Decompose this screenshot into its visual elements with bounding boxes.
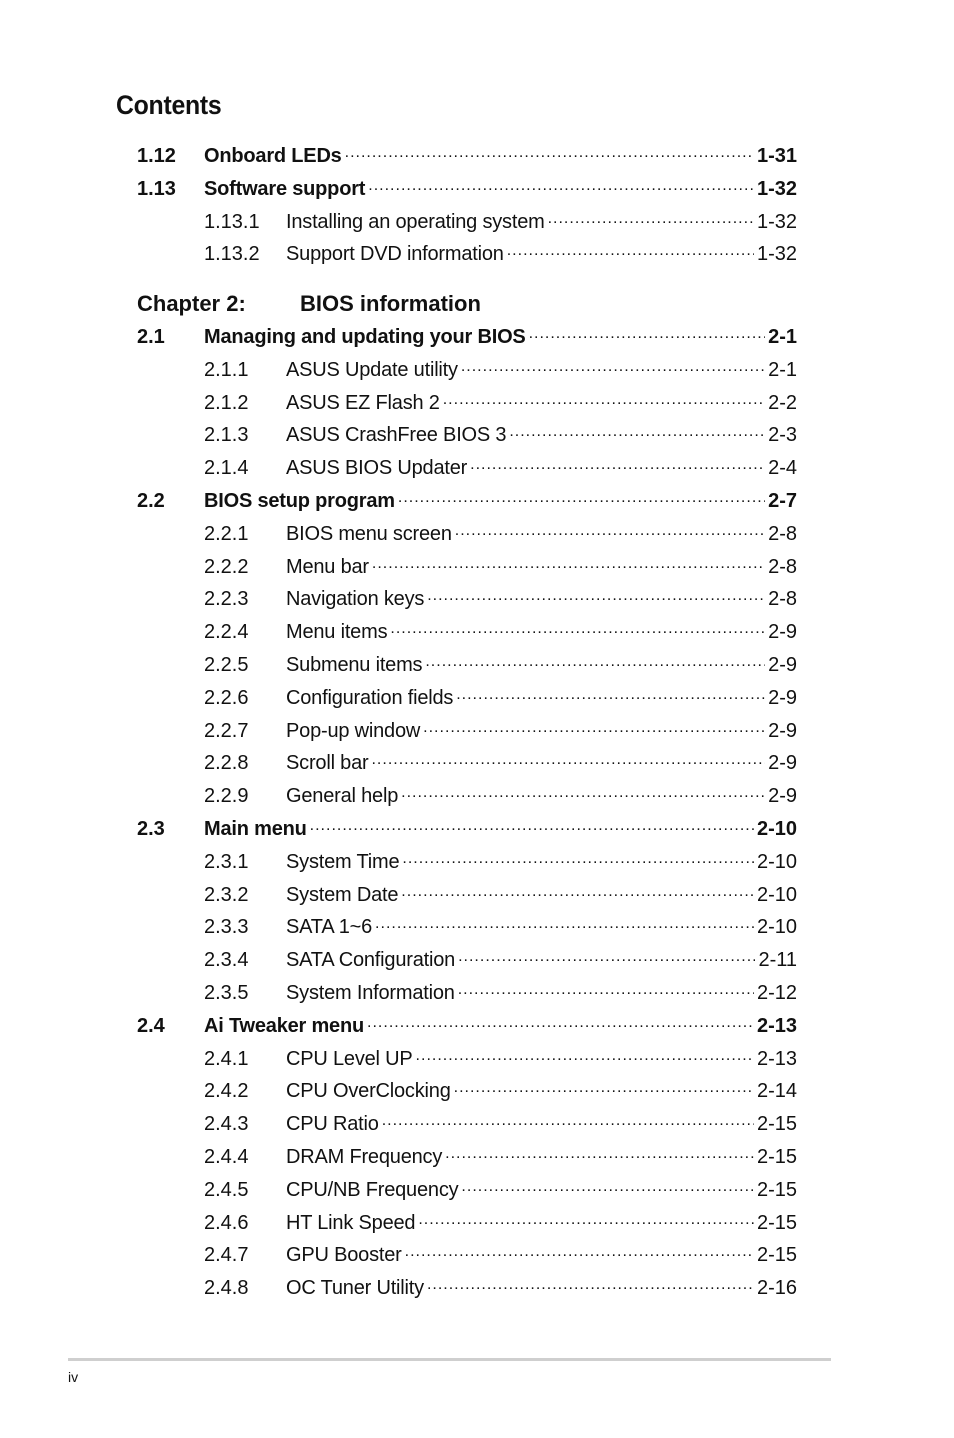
toc-subsection-entry[interactable] xyxy=(137,945,797,975)
toc-entry-title: ASUS EZ Flash 2 xyxy=(286,391,440,414)
toc-entry-number: 2.1.1 xyxy=(204,358,249,381)
toc-entry-page: 2-13 xyxy=(756,1047,797,1070)
toc-subsection-entry[interactable] xyxy=(137,650,797,680)
toc-dot-leader xyxy=(458,979,754,999)
toc-entry-page: 1-32 xyxy=(756,210,797,233)
toc-dot-leader xyxy=(529,323,766,343)
toc-subsection-entry[interactable] xyxy=(137,716,797,746)
toc-subsection-entry[interactable] xyxy=(137,880,797,910)
toc-subsection-entry[interactable] xyxy=(137,355,797,385)
toc-entry-title: Main menu xyxy=(204,818,307,840)
toc-entry-page: 2-9 xyxy=(768,719,797,742)
toc-entry-number: 1.13.1 xyxy=(204,210,260,233)
toc-entry-page: 2-16 xyxy=(756,1277,797,1300)
toc-dot-leader xyxy=(470,454,765,474)
toc-entry-number: 2.4.7 xyxy=(204,1244,249,1267)
toc-entry-number: 2.3.2 xyxy=(204,883,249,906)
toc-subsection-entry[interactable] xyxy=(137,519,797,549)
toc-entry-page: 2-7 xyxy=(768,490,797,512)
toc-entry-title: System Information xyxy=(286,982,455,1004)
toc-subsection-entry[interactable] xyxy=(137,617,797,647)
toc-dot-leader xyxy=(401,881,754,901)
toc-entry-page: 2-4 xyxy=(768,457,797,480)
toc-section-entry[interactable] xyxy=(137,1011,797,1041)
toc-section-entry[interactable] xyxy=(137,174,797,204)
toc-entry-page: 2-15 xyxy=(756,1244,797,1267)
toc-subsection-entry[interactable] xyxy=(137,388,797,418)
toc-subsection-entry[interactable] xyxy=(137,1208,797,1238)
toc-entry-title: ASUS BIOS Updater xyxy=(286,457,468,480)
toc-entry-page: 2-10 xyxy=(756,850,797,873)
toc-subsection-entry[interactable] xyxy=(137,1273,797,1303)
toc-dot-leader xyxy=(456,684,765,704)
toc-entry-page: 2-10 xyxy=(756,883,797,906)
toc-entry-page: 2-15 xyxy=(756,1211,797,1234)
toc-entry-page: 2-1 xyxy=(768,358,797,381)
toc-entry-number: 2.4.4 xyxy=(204,1146,249,1168)
toc-entry-title: Onboard LEDs xyxy=(204,145,342,167)
toc-entry-page: 2-9 xyxy=(768,785,797,808)
toc-entry-page: 2-10 xyxy=(756,818,797,840)
toc-entry-title: Submenu items xyxy=(286,654,423,676)
toc-entry-number: 2.1 xyxy=(137,326,165,348)
toc-entry-page: 2-3 xyxy=(768,424,797,447)
toc-entry-title: CPU OverClocking xyxy=(286,1080,451,1103)
toc-entry-page: 2-15 xyxy=(756,1178,797,1201)
toc-entry-number: 2.3.3 xyxy=(204,916,249,939)
toc-entry-page: 2-8 xyxy=(768,522,797,545)
toc-entry-title: General help xyxy=(286,785,399,808)
toc-dot-leader xyxy=(461,1176,754,1196)
toc-entry-number: 2.2.4 xyxy=(204,621,249,644)
toc-subsection-entry[interactable] xyxy=(137,1076,797,1106)
toc-section-entry[interactable] xyxy=(137,814,797,844)
toc-entry-number: 2.4.2 xyxy=(204,1080,249,1103)
toc-dot-leader xyxy=(372,553,765,573)
toc-entry-title: CPU Ratio xyxy=(286,1113,379,1136)
toc-dot-leader xyxy=(398,487,765,507)
toc-dot-leader xyxy=(401,782,765,802)
toc-subsection-entry[interactable] xyxy=(137,847,797,877)
toc-entry-number: 2.2 xyxy=(137,490,165,512)
toc-entry-title: Scroll bar xyxy=(286,752,369,775)
toc-entry-number: 2.3 xyxy=(137,818,165,840)
toc-dot-leader xyxy=(423,717,765,737)
toc-dot-leader xyxy=(345,142,754,162)
toc-entry-page: 2-9 xyxy=(768,621,797,644)
toc-entry-number: 2.3.1 xyxy=(204,850,249,873)
toc-dot-leader xyxy=(310,815,754,835)
toc-subsection-entry[interactable] xyxy=(137,1109,797,1139)
toc-dot-leader xyxy=(405,1241,754,1261)
toc-subsection-entry[interactable] xyxy=(137,584,797,614)
toc-dot-leader xyxy=(455,520,765,540)
toc-subsection-entry[interactable] xyxy=(137,1044,797,1074)
toc-entry-number: 2.4.8 xyxy=(204,1277,249,1300)
toc-entry-page: 2-15 xyxy=(756,1146,797,1168)
toc-entry-title: Installing an operating system xyxy=(286,210,545,233)
toc-dot-leader xyxy=(390,618,765,638)
toc-entry-number: 2.2.9 xyxy=(204,785,249,808)
toc-dot-leader xyxy=(425,651,765,671)
toc-entry-number: 2.4.1 xyxy=(204,1047,249,1070)
toc-entry-number: 2.1.3 xyxy=(204,424,249,447)
toc-dot-leader xyxy=(375,913,754,933)
toc-dot-leader xyxy=(509,421,765,441)
toc-entry-title: System Time xyxy=(286,850,400,873)
toc-entry-number: 2.3.4 xyxy=(204,949,249,972)
toc-subsection-entry[interactable] xyxy=(137,912,797,942)
toc-entry-number: 2.2.3 xyxy=(204,588,249,611)
toc-subsection-entry[interactable] xyxy=(137,748,797,778)
toc-subsection-entry[interactable] xyxy=(137,1175,797,1205)
chapter-title: BIOS information xyxy=(300,291,481,316)
toc-entry-title: OC Tuner Utility xyxy=(286,1277,424,1300)
toc-entry-number: 2.2.7 xyxy=(204,719,249,742)
toc-dot-leader xyxy=(443,389,765,409)
toc-entry-title: GPU Booster xyxy=(286,1244,402,1267)
toc-entry-title: SATA 1~6 xyxy=(286,916,373,939)
toc-entry-title: Menu items xyxy=(286,621,388,644)
toc-entry-page: 2-10 xyxy=(756,916,797,939)
footer-divider xyxy=(68,1358,831,1361)
toc-dot-leader xyxy=(427,585,765,605)
toc-entry-title: SATA Configuration xyxy=(286,949,456,972)
toc-entry-page: 2-1 xyxy=(768,326,797,348)
toc-entry-number: 2.4 xyxy=(137,1014,165,1037)
toc-entry-title: Software support xyxy=(204,177,366,200)
toc-subsection-entry[interactable] xyxy=(137,781,797,811)
toc-dot-leader xyxy=(458,946,755,966)
toc-subsection-entry[interactable] xyxy=(137,1240,797,1270)
toc-entry-number: 2.1.4 xyxy=(204,457,249,480)
toc-subsection-entry[interactable] xyxy=(137,420,797,450)
toc-entry-page: 2-12 xyxy=(756,982,797,1004)
toc-entry-title: ASUS Update utility xyxy=(286,358,458,381)
toc-entry-title: HT Link Speed xyxy=(286,1211,416,1234)
toc-dot-leader xyxy=(418,1209,754,1229)
toc-entry-page: 1-32 xyxy=(756,243,797,266)
toc-entry-number: 1.13.2 xyxy=(204,243,260,266)
toc-subsection-entry[interactable] xyxy=(137,239,797,269)
toc-subsection-entry[interactable] xyxy=(137,1142,797,1172)
toc-entry-page: 2-9 xyxy=(768,686,797,709)
toc-dot-leader xyxy=(368,175,754,195)
toc-entry-number: 2.2.1 xyxy=(204,522,249,545)
toc-section-entry[interactable] xyxy=(137,322,797,352)
chapter-heading xyxy=(137,288,481,320)
toc-dot-leader xyxy=(367,1012,754,1032)
toc-entry-number: 2.3.5 xyxy=(204,982,249,1004)
toc-entry-title: CPU Level UP xyxy=(286,1047,413,1070)
toc-entry-page: 2-2 xyxy=(768,391,797,414)
toc-dot-leader xyxy=(461,356,765,376)
toc-dot-leader xyxy=(402,848,754,868)
toc-subsection-entry[interactable] xyxy=(137,552,797,582)
toc-subsection-entry[interactable] xyxy=(137,978,797,1008)
toc-entry-page: 2-11 xyxy=(758,949,797,972)
toc-entry-number: 2.2.2 xyxy=(204,555,249,578)
toc-subsection-entry[interactable] xyxy=(137,207,797,237)
toc-entry-page: 2-15 xyxy=(756,1113,797,1136)
toc-entry-title: Configuration fields xyxy=(286,686,454,709)
toc-entry-title: Ai Tweaker menu xyxy=(204,1014,365,1037)
toc-entry-page: 2-13 xyxy=(756,1014,797,1037)
toc-dot-leader xyxy=(382,1110,754,1130)
toc-entry-page: 2-8 xyxy=(768,588,797,611)
toc-entry-title: Navigation keys xyxy=(286,588,425,611)
toc-entry-page: 2-14 xyxy=(756,1080,797,1103)
toc-entry-page: 2-9 xyxy=(768,654,797,676)
toc-entry-title: DRAM Frequency xyxy=(286,1146,443,1168)
toc-entry-page: 2-9 xyxy=(768,752,797,775)
toc-dot-leader xyxy=(416,1045,754,1065)
toc-dot-leader xyxy=(507,240,754,260)
toc-entry-number: 2.4.5 xyxy=(204,1178,249,1201)
toc-entry-title: ASUS CrashFree BIOS 3 xyxy=(286,424,507,447)
toc-entry-number: 1.12 xyxy=(137,145,176,167)
toc-section-entry[interactable] xyxy=(137,141,797,171)
chapter-label: Chapter 2: xyxy=(137,291,246,316)
toc-entry-number: 2.4.6 xyxy=(204,1211,249,1234)
toc-subsection-entry[interactable] xyxy=(137,453,797,483)
toc-dot-leader xyxy=(548,208,754,228)
toc-entry-page: 1-32 xyxy=(756,177,797,200)
toc-entry-title: Pop-up window xyxy=(286,719,421,742)
toc-entry-title: System Date xyxy=(286,883,399,906)
toc-entry-title: Managing and updating your BIOS xyxy=(204,326,526,348)
toc-entry-title: BIOS setup program xyxy=(204,490,395,512)
toc-entry-number: 2.1.2 xyxy=(204,391,249,414)
toc-dot-leader xyxy=(371,749,765,769)
toc-entry-number: 2.2.5 xyxy=(204,654,249,676)
toc-entry-number: 2.4.3 xyxy=(204,1113,249,1136)
toc-dot-leader xyxy=(445,1143,754,1163)
toc-subsection-entry[interactable] xyxy=(137,683,797,713)
toc-entry-page: 1-31 xyxy=(756,145,797,167)
toc-entry-page: 2-8 xyxy=(768,555,797,578)
page-title: Contents xyxy=(116,90,222,120)
toc-dot-leader xyxy=(454,1077,754,1097)
toc-entry-title: Menu bar xyxy=(286,555,369,578)
footer-page-number: iv xyxy=(68,1369,79,1385)
toc-entry-title: Support DVD information xyxy=(286,243,504,266)
toc-section-entry[interactable] xyxy=(137,486,797,516)
toc-entry-title: BIOS menu screen xyxy=(286,522,452,545)
toc-entry-number: 2.2.8 xyxy=(204,752,249,775)
toc-entry-number: 2.2.6 xyxy=(204,686,249,709)
toc-entry-title: CPU/NB Frequency xyxy=(286,1178,459,1201)
toc-dot-leader xyxy=(427,1274,754,1294)
toc-entry-number: 1.13 xyxy=(137,177,176,200)
